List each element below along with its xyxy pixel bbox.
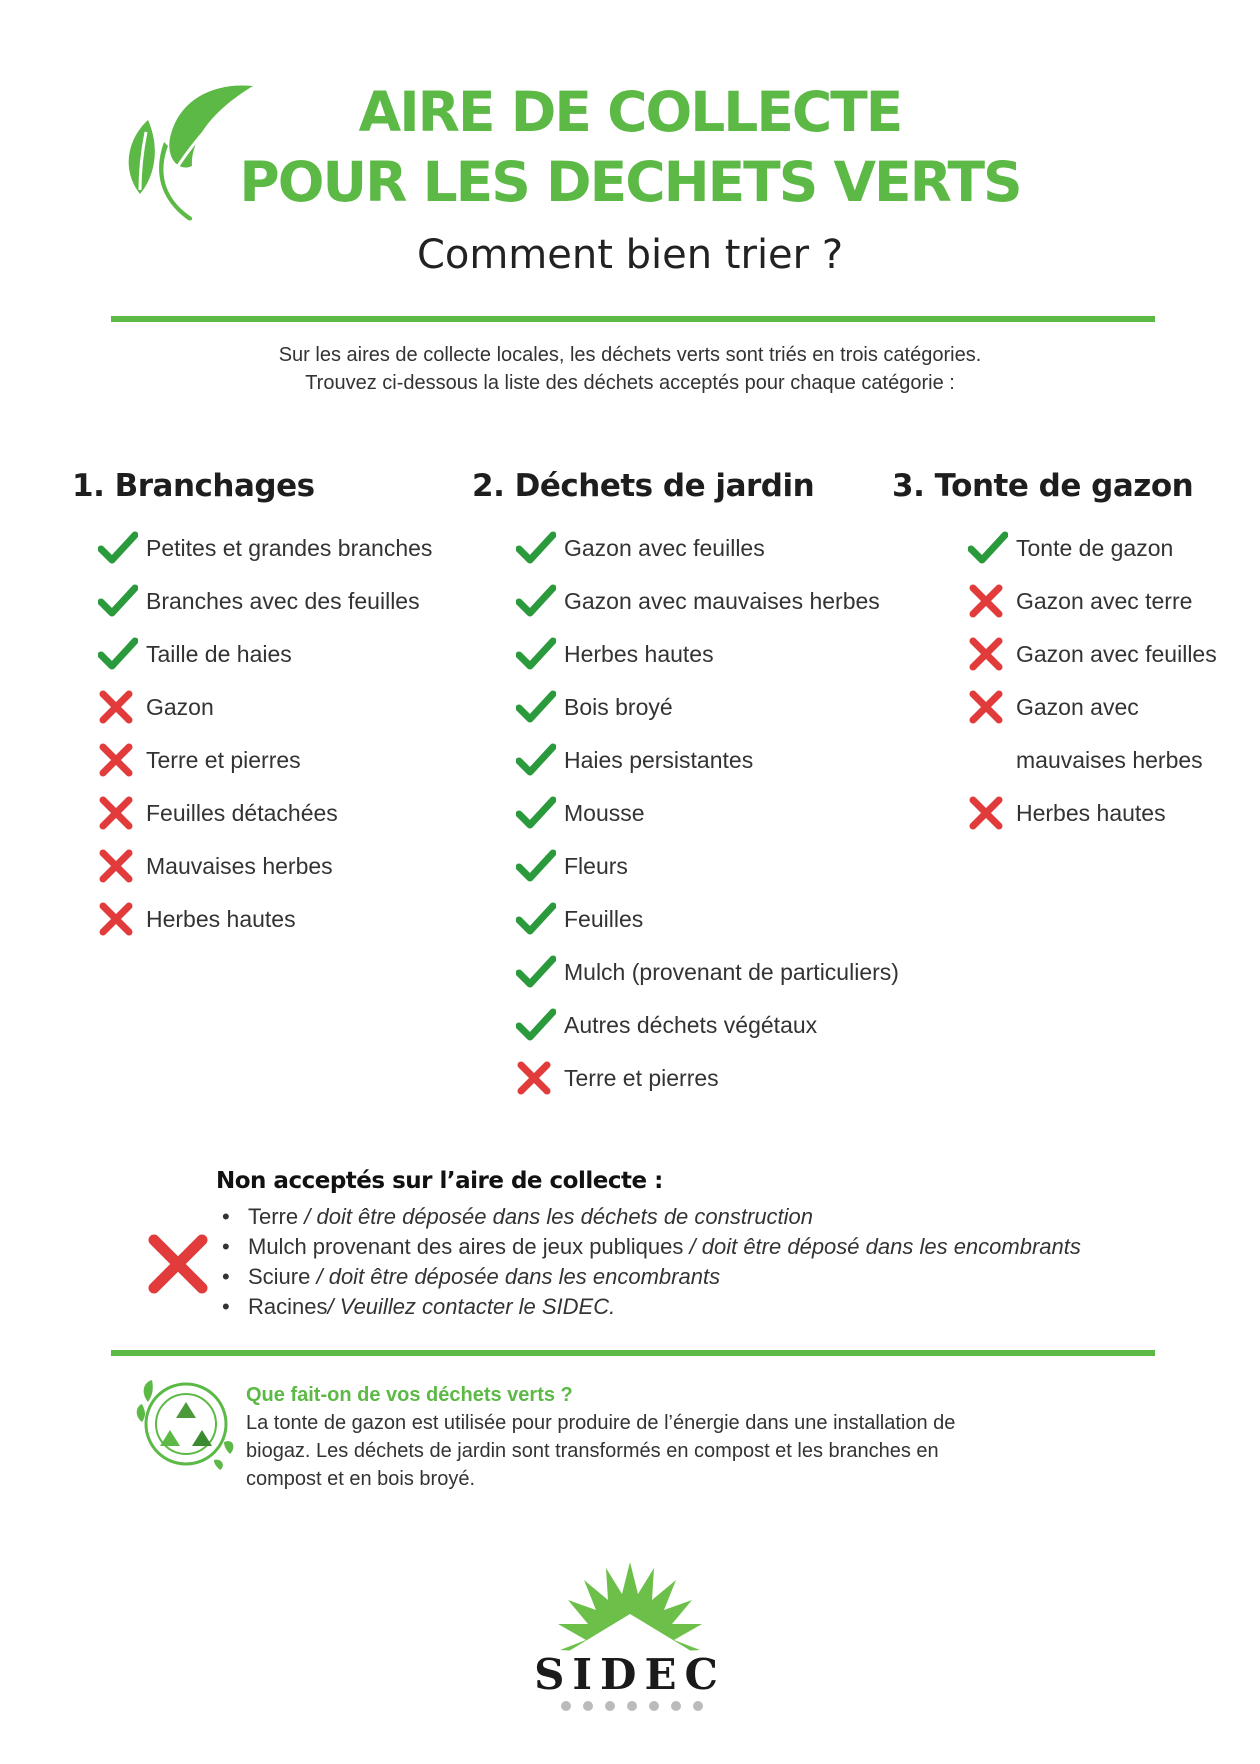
item-label: Gazon avec feuilles xyxy=(1016,640,1217,667)
status-mark xyxy=(98,846,146,886)
list-item xyxy=(98,581,432,621)
status-mark xyxy=(516,634,564,674)
list-item xyxy=(516,1058,899,1098)
check-icon xyxy=(516,796,556,830)
list-item: • Mulch provenant des aires de jeux publiques / doit être déposé dans les encombrants xyxy=(222,1234,1081,1259)
list-item xyxy=(516,581,899,621)
check-icon xyxy=(516,1008,556,1042)
status-mark xyxy=(98,899,146,939)
check-icon xyxy=(516,743,556,777)
check-icon xyxy=(98,584,138,618)
list-item xyxy=(516,952,899,992)
item-label: Gazon avec terre xyxy=(1016,587,1193,614)
list-item xyxy=(968,740,1217,780)
divider-bottom xyxy=(111,1350,1155,1356)
status-mark xyxy=(516,952,564,992)
status-mark xyxy=(98,581,146,621)
item-label: Terre et pierres xyxy=(146,746,301,773)
page-title-line-1: AIRE DE COLLECTE xyxy=(358,80,902,144)
status-mark xyxy=(968,687,1016,727)
list-item xyxy=(968,793,1217,833)
intro-text-line-2: Trouvez ci-dessous la liste des déchets acceptés pour chaque catégorie : xyxy=(305,372,955,394)
sidec-logo-text: SIDEC xyxy=(534,1650,726,1699)
item-label: Terre et pierres xyxy=(564,1064,719,1091)
list-item xyxy=(968,687,1217,727)
info-text-line-1: La tonte de gazon est utilisée pour produire de l’énergie dans une installation de xyxy=(246,1412,956,1434)
item-label: Gazon avec mauvaises herbes xyxy=(564,587,880,614)
list-item xyxy=(98,528,432,568)
cross-icon xyxy=(98,901,134,937)
not-accepted-list xyxy=(222,1202,1081,1322)
status-mark xyxy=(516,581,564,621)
cross-icon xyxy=(98,689,134,725)
list-item xyxy=(516,1005,899,1045)
status-mark xyxy=(516,528,564,568)
info-title: Que fait-on de vos déchets verts ? xyxy=(246,1384,573,1406)
item-label: Herbes hautes xyxy=(146,905,296,932)
list-item xyxy=(98,793,432,833)
cross-icon xyxy=(968,689,1004,725)
check-icon xyxy=(516,584,556,618)
intro-text-line-1: Sur les aires de collecte locales, les déchets verts sont triés en trois catégories. xyxy=(278,344,982,366)
check-icon xyxy=(98,531,138,565)
status-mark xyxy=(98,793,146,833)
check-icon xyxy=(98,637,138,671)
category-items xyxy=(98,528,432,952)
item-label: Feuilles xyxy=(564,905,644,932)
item-label: mauvaises herbes xyxy=(1016,746,1203,773)
status-mark xyxy=(98,528,146,568)
cross-icon xyxy=(98,848,134,884)
item-label: Feuilles détachées xyxy=(146,799,338,826)
status-mark xyxy=(98,634,146,674)
recycle-icon xyxy=(134,1372,238,1472)
cross-icon xyxy=(516,1060,552,1096)
list-item: • Racines/ Veuillez contacter le SIDEC. xyxy=(222,1294,616,1319)
status-mark xyxy=(516,899,564,939)
category-items xyxy=(516,528,899,1111)
item-label: Fleurs xyxy=(564,852,628,879)
item-label: Herbes hautes xyxy=(1016,799,1166,826)
status-mark xyxy=(968,528,1016,568)
divider-top xyxy=(111,316,1155,322)
item-label: Gazon xyxy=(146,693,214,720)
item-label: Mulch (provenant de particuliers) xyxy=(564,958,899,985)
cross-icon xyxy=(968,583,1004,619)
status-mark xyxy=(968,740,1016,780)
status-mark xyxy=(968,793,1016,833)
check-icon xyxy=(516,902,556,936)
status-mark xyxy=(516,740,564,780)
status-mark xyxy=(516,846,564,886)
status-mark xyxy=(516,687,564,727)
item-label: Herbes hautes xyxy=(564,640,714,667)
item-label: Mousse xyxy=(564,799,645,826)
check-icon xyxy=(516,637,556,671)
list-item xyxy=(98,740,432,780)
info-text-line-3: compost et en bois broyé. xyxy=(246,1468,476,1490)
status-mark xyxy=(516,1005,564,1045)
info-text-line-2: biogaz. Les déchets de jardin sont transformés en compost et les branches en xyxy=(246,1440,939,1462)
status-mark xyxy=(516,793,564,833)
list-item xyxy=(968,634,1217,674)
cross-icon xyxy=(98,795,134,831)
item-label: Branches avec des feuilles xyxy=(146,587,420,614)
item-label: Gazon avec xyxy=(1016,693,1139,720)
category-dechets-de-jardin xyxy=(472,468,899,1091)
item-label: Petites et grandes branches xyxy=(146,534,433,561)
check-icon xyxy=(968,531,1008,565)
category-items xyxy=(968,528,1217,846)
category-tonte-de-gazon xyxy=(892,468,1217,826)
cross-icon xyxy=(98,742,134,778)
list-item xyxy=(98,687,432,727)
list-item xyxy=(516,687,899,727)
item-label: Tonte de gazon xyxy=(1016,534,1174,561)
status-mark xyxy=(968,581,1016,621)
list-item xyxy=(98,634,432,674)
item-label: Bois broyé xyxy=(564,693,673,720)
list-item xyxy=(98,846,432,886)
item-label: Haies persistantes xyxy=(564,746,754,773)
status-mark xyxy=(968,634,1016,674)
category-heading: 2. Déchets de jardin xyxy=(472,468,815,504)
category-branchages xyxy=(72,468,433,932)
check-icon xyxy=(516,955,556,989)
list-item xyxy=(516,740,899,780)
page-title-line-2: POUR LES DECHETS VERTS xyxy=(239,150,1021,214)
cross-icon xyxy=(968,795,1004,831)
status-mark xyxy=(98,740,146,780)
list-item xyxy=(516,634,899,674)
check-icon xyxy=(516,849,556,883)
page-subtitle: Comment bien trier ? xyxy=(416,232,844,278)
list-item: • Sciure / doit être déposée dans les encombrants xyxy=(222,1264,721,1289)
list-item xyxy=(516,846,899,886)
list-item xyxy=(968,528,1217,568)
item-label: Taille de haies xyxy=(146,640,292,667)
category-heading: 3. Tonte de gazon xyxy=(892,468,1194,504)
list-item xyxy=(516,899,899,939)
item-label: Mauvaises herbes xyxy=(146,852,333,879)
big-cross-icon xyxy=(146,1232,210,1296)
item-label: Gazon avec feuilles xyxy=(564,534,765,561)
list-item xyxy=(516,528,899,568)
category-heading: 1. Branchages xyxy=(72,468,315,504)
status-mark xyxy=(98,687,146,727)
list-item xyxy=(968,581,1217,621)
cross-icon xyxy=(968,636,1004,672)
check-icon xyxy=(516,531,556,565)
status-mark xyxy=(516,1058,564,1098)
list-item: • Terre / doit être déposée dans les déchets de construction xyxy=(222,1204,814,1229)
check-icon xyxy=(516,690,556,724)
list-item xyxy=(516,793,899,833)
list-item xyxy=(98,899,432,939)
not-accepted-title: Non acceptés sur l’aire de collecte : xyxy=(216,1168,663,1194)
item-label: Autres déchets végétaux xyxy=(564,1011,818,1038)
